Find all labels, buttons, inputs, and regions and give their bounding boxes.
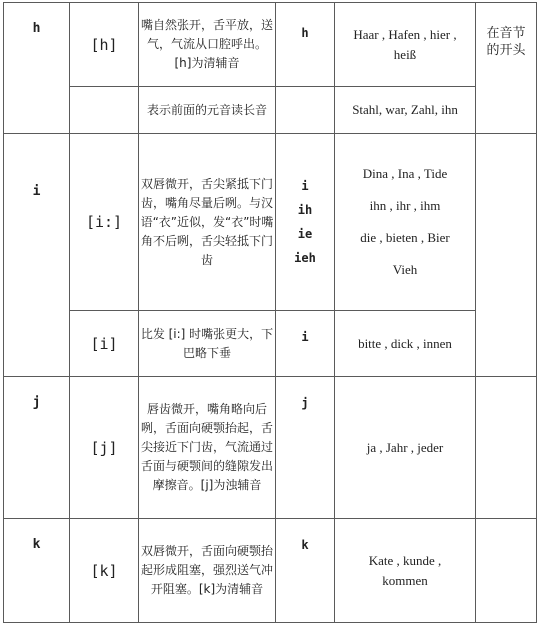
example-cell [335, 3, 476, 87]
ipa-cell [70, 87, 139, 134]
spelling-item: ie [297, 227, 313, 241]
spelling-item: ieh [294, 251, 316, 265]
spelling-cell [276, 377, 335, 519]
table-row [4, 134, 537, 311]
spelling-item: h [301, 26, 309, 40]
letter-cell: j [4, 377, 70, 519]
table-row [4, 377, 537, 519]
example-text: die , bieten , Bier [360, 230, 450, 245]
spelling-item: i [301, 330, 309, 344]
ipa-cell: [k] [70, 519, 139, 623]
example-text: heiß [393, 46, 417, 62]
spelling-cell [276, 519, 335, 623]
example-text: Dina , Ina , Tide [362, 166, 448, 181]
spelling-item: ih [297, 203, 313, 217]
table-row [4, 519, 537, 623]
note-cell [476, 377, 537, 519]
description-cell: 双唇微开，舌面向硬颚抬起形成阻塞，强烈送气冲开阻塞。[k]为清辅音 [139, 519, 276, 623]
letter-cell: i [4, 134, 70, 377]
spelling-item: i [301, 179, 309, 193]
table-row [4, 311, 537, 377]
note-cell [476, 134, 537, 377]
example-cell [335, 519, 476, 623]
example-cell: bitte , dick , innen [335, 311, 476, 377]
pronunciation-table [3, 2, 537, 623]
description-cell: 比发 [i:] 时嘴张更大，下巴略下垂 [139, 311, 276, 377]
note-text: 在音节 [486, 26, 526, 41]
spelling-item: j [301, 396, 309, 410]
spelling-cell [276, 3, 335, 87]
spelling-cell [276, 87, 335, 134]
description-cell: 唇齿微开，嘴角略向后咧，舌面向硬颚抬起，舌尖接近下门齿，气流通过舌面与硬颚间的缝隙发出摩擦音。[j]为浊辅音 [139, 377, 276, 519]
letter-cell: h [4, 3, 70, 134]
table-row [4, 3, 537, 87]
spelling-cell [276, 134, 335, 311]
table-row [4, 87, 537, 134]
ipa-cell: [j] [70, 377, 139, 519]
example-text: ihn , ihr , ihm [369, 198, 441, 213]
spelling-item: k [301, 538, 309, 552]
example-text: Vieh [392, 262, 418, 277]
note-cell [476, 519, 537, 623]
ipa-cell: [i] [70, 311, 139, 377]
note-text: 的开头 [486, 43, 526, 58]
example-cell: Stahl, war, Zahl, ihn [335, 87, 476, 134]
example-cell: ja , Jahr , jeder [335, 377, 476, 519]
description-cell: 嘴自然张开，舌平放，送气，气流从口腔呼出。[h]为清辅音 [139, 3, 276, 87]
example-text: Kate , kunde , [368, 552, 442, 568]
note-cell [476, 3, 537, 134]
example-text: kommen [382, 572, 428, 588]
description-cell: 双唇微开，舌尖紧抵下门齿，嘴角尽量后咧。与汉语“衣”近似，发“衣”时嘴角不后咧，舌尖轻抵下门齿 [139, 134, 276, 311]
description-cell: 表示前面的元音读长音 [139, 87, 276, 134]
letter-cell: k [4, 519, 70, 623]
ipa-cell: [h] [70, 3, 139, 87]
ipa-cell: [i:] [70, 134, 139, 311]
example-text: Haar , Hafen , hier , [353, 26, 457, 42]
example-cell [335, 134, 476, 311]
spelling-cell [276, 311, 335, 377]
